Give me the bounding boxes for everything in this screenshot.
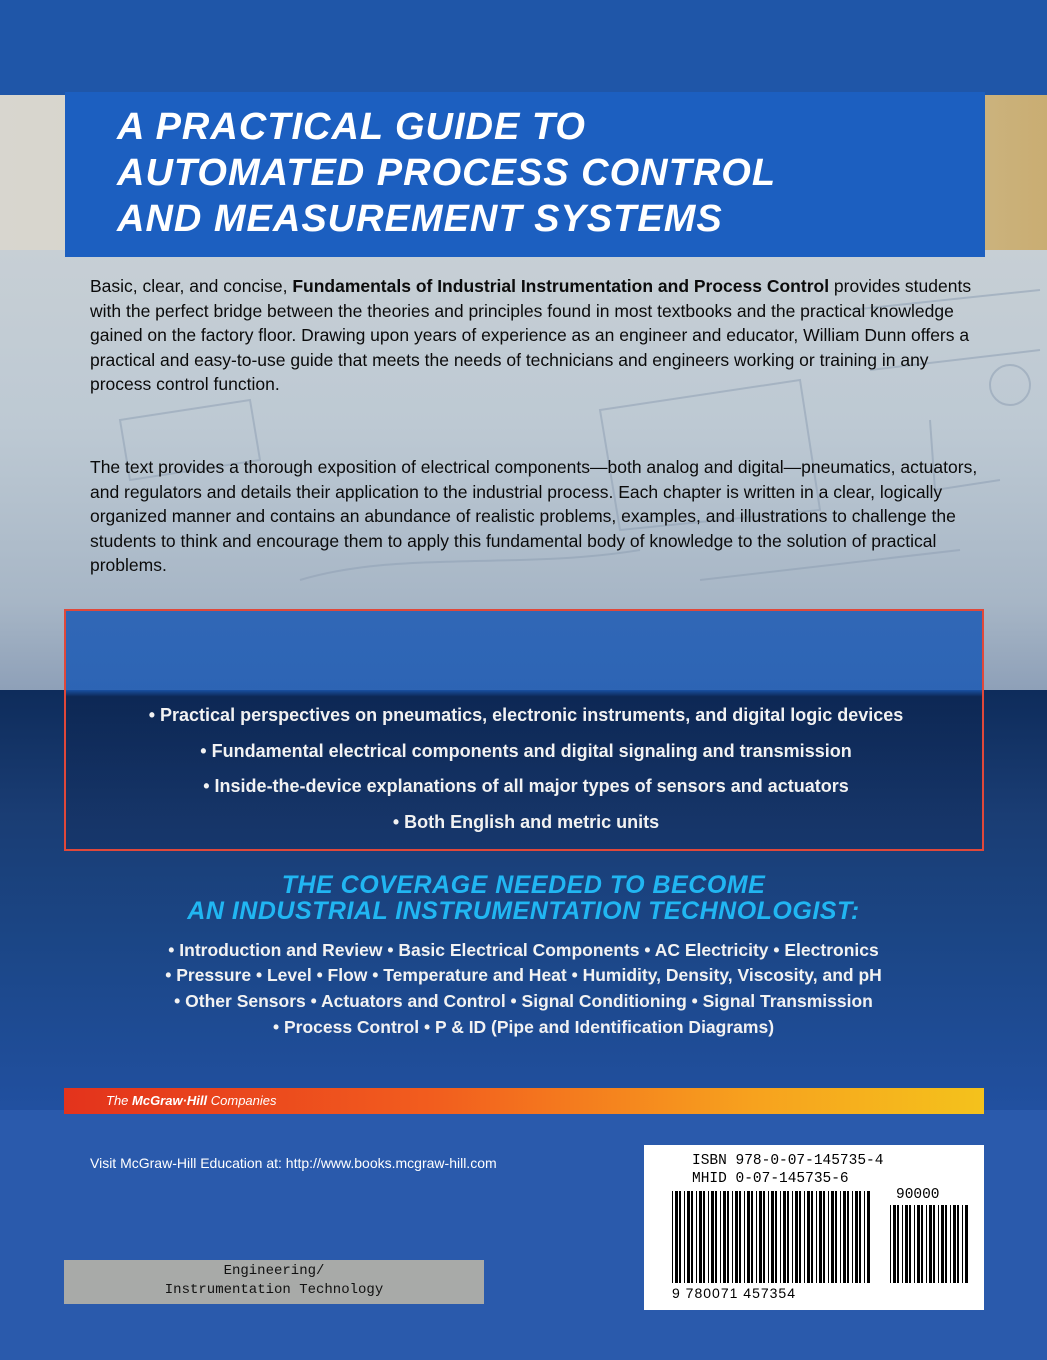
coverage-line: • Pressure • Level • Flow • Temperature and Heat • Humidity, Density, Viscosity, and pH xyxy=(165,965,882,985)
publisher-prefix: The xyxy=(106,1093,133,1108)
barcode-bar xyxy=(953,1205,956,1283)
barcode-digits: 9 780071 457354 xyxy=(672,1285,796,1301)
feature-item: • Both English and metric units xyxy=(392,812,660,832)
barcode-bar xyxy=(763,1191,765,1283)
barcode-bar xyxy=(933,1205,935,1283)
barcode-bar xyxy=(926,1205,927,1283)
barcode-bar xyxy=(687,1191,690,1283)
barcode-bar xyxy=(747,1191,750,1283)
barcode-bar xyxy=(723,1191,726,1283)
feature-item: • Practical perspectives on pneumatics, electronic instruments, and digital logic devices xyxy=(148,705,904,725)
barcode-bar xyxy=(807,1191,810,1283)
barcode-bar xyxy=(855,1191,858,1283)
coverage-heading-line: THE COVERAGE NEEDED TO BECOME xyxy=(281,871,766,899)
barcode-bar xyxy=(780,1191,781,1283)
coverage-line: • Process Control • P & ID (Pipe and Identification Diagrams) xyxy=(272,1017,775,1037)
barcode-bar xyxy=(847,1191,849,1283)
barcode-bar xyxy=(902,1205,903,1283)
price-addon-barcode xyxy=(890,1205,968,1283)
coverage-line: • Introduction and Review • Basic Electrical Components • AC Electricity • Electronics xyxy=(168,940,879,960)
barcode-bar xyxy=(950,1205,951,1283)
isbn-barcode xyxy=(672,1191,872,1283)
barcode-bar xyxy=(965,1205,968,1283)
barcode-bar xyxy=(890,1205,891,1283)
barcode-bar xyxy=(909,1205,911,1283)
barcode-bar xyxy=(816,1191,817,1283)
barcode-bar xyxy=(684,1191,685,1283)
barcode-bar xyxy=(823,1191,825,1283)
barcode-bar xyxy=(864,1191,865,1283)
barcode-bar xyxy=(751,1191,753,1283)
barcode-bar xyxy=(819,1191,822,1283)
barcode-bar xyxy=(696,1191,697,1283)
barcode-bar xyxy=(715,1191,717,1283)
barcode-bar xyxy=(795,1191,798,1283)
barcode-bar xyxy=(783,1191,786,1283)
barcode-bar xyxy=(739,1191,741,1283)
category-line: Engineering/ xyxy=(223,1263,325,1279)
barcode-bar xyxy=(917,1205,920,1283)
headline-line: AND MEASUREMENT SYSTEMS xyxy=(117,198,723,240)
barcode-bar xyxy=(711,1191,714,1283)
book-title: Fundamentals of Industrial Instrumentation and Process Control xyxy=(292,276,830,296)
barcode-bar xyxy=(929,1205,932,1283)
barcode-bar xyxy=(828,1191,829,1283)
barcode-bar xyxy=(771,1191,774,1283)
barcode-bar xyxy=(840,1191,841,1283)
coverage-line: • Other Sensors • Actuators and Control • Signal Conditioning • Signal Transmission xyxy=(174,991,873,1011)
visit-website-text: Visit McGraw-Hill Education at: http://www.books.mcgraw-hill.com xyxy=(90,1155,497,1171)
barcode-bar xyxy=(787,1191,789,1283)
barcode-bar xyxy=(831,1191,834,1283)
category-line: Instrumentation Technology xyxy=(164,1282,384,1298)
barcode-bar xyxy=(893,1205,896,1283)
barcode-bar xyxy=(672,1191,673,1283)
barcode-bar xyxy=(735,1191,738,1283)
barcode-bar xyxy=(799,1191,801,1283)
headline-box xyxy=(65,92,985,257)
barcode-bar xyxy=(941,1205,944,1283)
features-box xyxy=(64,609,984,851)
barcode-bar xyxy=(804,1191,805,1283)
barcode-bar xyxy=(744,1191,745,1283)
top-blue-band xyxy=(0,0,1047,95)
p1-intro: Basic, clear, and concise, xyxy=(90,276,293,296)
feature-item: • Fundamental electrical components and digital signaling and transmission xyxy=(200,741,852,761)
headline-line: A PRACTICAL GUIDE TO xyxy=(117,106,586,148)
price-code: 90000 xyxy=(896,1187,940,1203)
barcode-bar xyxy=(852,1191,853,1283)
description-paragraph-2: The text provides a thorough exposition of electrical components—both analog and digital—pneumatics, actuators, and regulators and details their application to the industrial process. Each chapter is written in a clear, logically organized manner and contains an abundance of realistic problems, examples, and illustrations to challenge the students to think and encourage them to apply this fundamental body of knowledge to the solution of practical problems. xyxy=(90,457,978,575)
publisher-name: McGraw·Hill xyxy=(132,1093,208,1108)
barcode-bar xyxy=(679,1191,681,1283)
barcode-bar xyxy=(768,1191,769,1283)
barcode-bar xyxy=(691,1191,693,1283)
barcode-bar xyxy=(835,1191,837,1283)
barcode-bar xyxy=(811,1191,813,1283)
description-paragraph-1 xyxy=(90,274,980,397)
feature-item: • Inside-the-device explanations of all major types of sensors and actuators xyxy=(203,776,849,796)
barcode-bar xyxy=(703,1191,705,1283)
barcode-bar xyxy=(732,1191,733,1283)
barcode-bar xyxy=(699,1191,702,1283)
barcode-bar xyxy=(759,1191,762,1283)
barcode-bar xyxy=(945,1205,947,1283)
publisher-bar xyxy=(64,1088,984,1114)
barcode-bar xyxy=(905,1205,908,1283)
barcode-bar xyxy=(720,1191,721,1283)
barcode-bar xyxy=(775,1191,777,1283)
barcode-bar xyxy=(675,1191,678,1283)
publisher-suffix: Companies xyxy=(207,1093,277,1108)
barcode-bar xyxy=(843,1191,846,1283)
category-label xyxy=(64,1260,484,1304)
barcode-bar xyxy=(867,1191,870,1283)
barcode-bar xyxy=(792,1191,793,1283)
coverage-heading-line: AN INDUSTRIAL INSTRUMENTATION TECHNOLOGIST: xyxy=(187,897,860,925)
barcode-bar xyxy=(727,1191,729,1283)
isbn-text: ISBN 978-0-07-145735-4 xyxy=(692,1153,884,1169)
barcode-bar xyxy=(756,1191,757,1283)
barcode-bar xyxy=(859,1191,861,1283)
headline-line: AUTOMATED PROCESS CONTROL xyxy=(117,152,777,194)
barcode-bar xyxy=(914,1205,915,1283)
publisher-logo xyxy=(106,1093,277,1108)
mhid-text: MHID 0-07-145735-6 xyxy=(692,1171,849,1187)
barcode-bar xyxy=(897,1205,899,1283)
barcode-bar xyxy=(921,1205,923,1283)
barcode-bar xyxy=(708,1191,709,1283)
barcode-box xyxy=(644,1145,984,1310)
barcode-bar xyxy=(957,1205,959,1283)
barcode-bar xyxy=(962,1205,963,1283)
barcode-bar xyxy=(938,1205,939,1283)
p1-rest: provides students with the perfect bridge between the theories and principles found in most textbooks and the practical knowledge gained on the factory floor. Drawing upon years of experience as an engineer and educator, William Dunn offers a practical and easy-to-use guide that meets the needs of technicians and engineers working or training in any process control function. xyxy=(90,276,972,394)
